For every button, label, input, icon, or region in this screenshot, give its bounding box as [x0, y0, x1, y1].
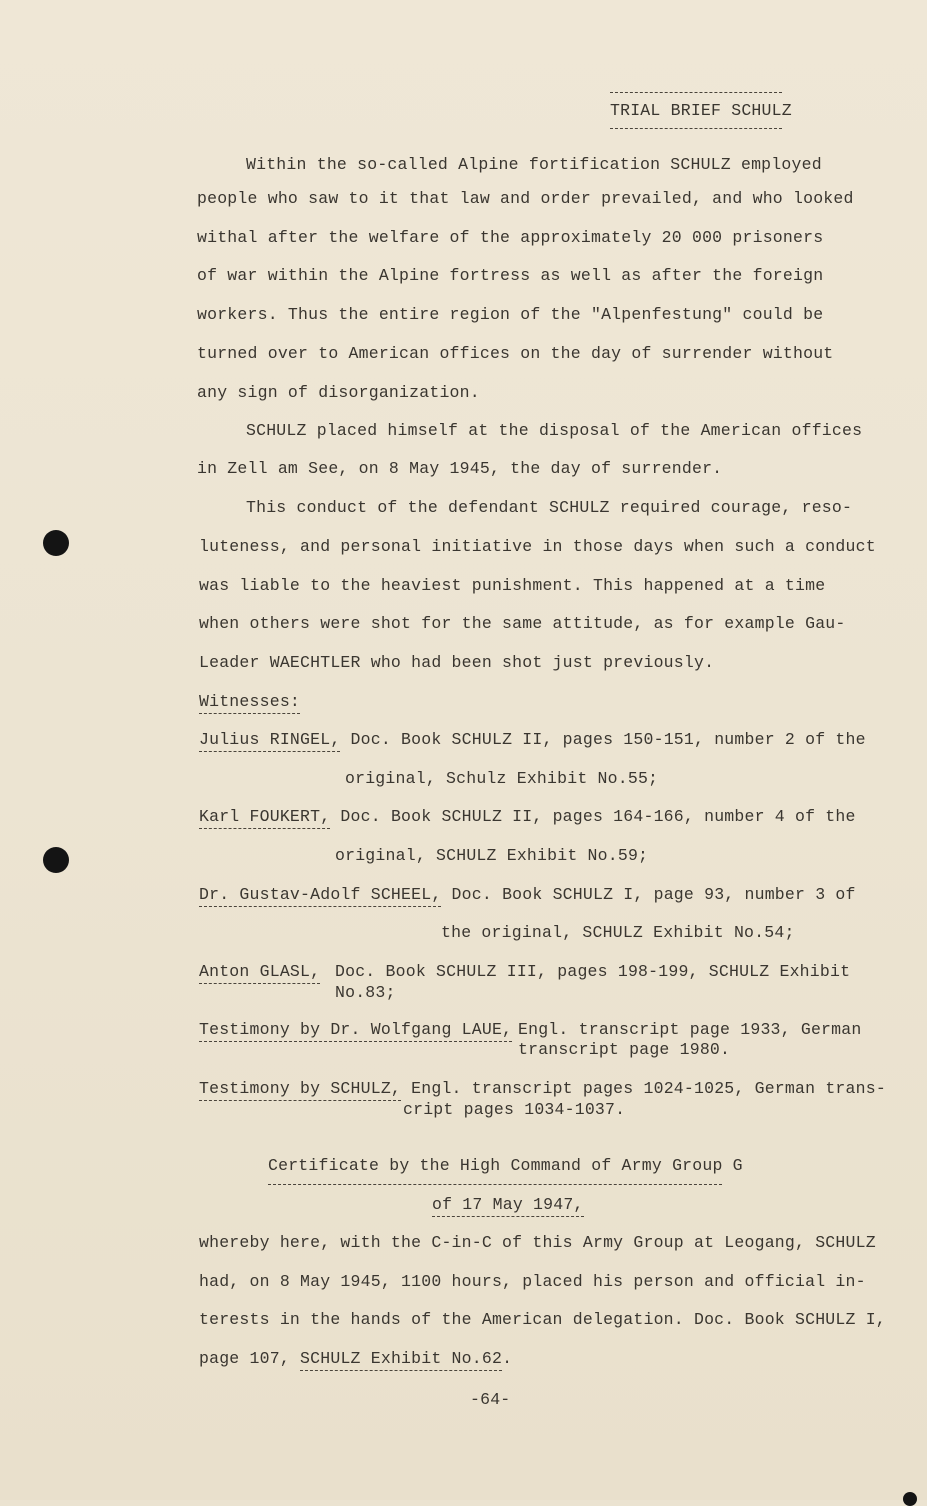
page-header-title: TRIAL BRIEF SCHULZ: [610, 101, 792, 120]
paragraph-1-line: any sign of disorganization.: [197, 383, 480, 402]
paragraph-2-line: in Zell am See, on 8 May 1945, the day of surrender.: [197, 459, 723, 478]
witness-reference: Engl. transcript pages 1024-1025, German trans-: [401, 1079, 886, 1098]
certificate-title: Certificate by the High Command of Army Group G: [268, 1156, 743, 1175]
certificate-prefix: page 107,: [199, 1349, 301, 1368]
witness-reference: Doc. Book SCHULZ I, page 93, number 3 of: [441, 885, 856, 904]
witness-name: Julius RINGEL,: [199, 730, 340, 752]
paragraph-1-line: Within the so-called Alpine fortification SCHULZ employed: [246, 155, 822, 174]
witness-reference: Doc. Book SCHULZ II, pages 164-166, number 4 of the: [330, 807, 856, 826]
certificate-date: of 17 May 1947,: [432, 1195, 584, 1217]
header-rule-top: [610, 92, 782, 93]
certificate-exhibit: SCHULZ Exhibit No.62: [300, 1349, 502, 1371]
witness-name: Anton GLASL,: [199, 962, 320, 984]
certificate-line: had, on 8 May 1945, 1100 hours, placed his person and official in-: [199, 1272, 866, 1291]
witness-reference: Doc. Book SCHULZ II, pages 150-151, number 2 of the: [340, 730, 866, 749]
paragraph-2-line: SCHULZ placed himself at the disposal of the American offices: [246, 421, 863, 440]
witness-name: Dr. Gustav-Adolf SCHEEL,: [199, 885, 441, 907]
paragraph-1-line: people who saw to it that law and order prevailed, and who looked: [197, 189, 854, 208]
paragraph-3-line: Leader WAECHTLER who had been shot just previously.: [199, 653, 715, 672]
witness-entry-continuation: the original, SCHULZ Exhibit No.54;: [441, 923, 795, 942]
witness-entry-line: [199, 807, 856, 826]
witness-entry-line: [199, 1079, 886, 1098]
header-rule-bottom: [610, 128, 782, 129]
certificate-line: terests in the hands of the American delegation. Doc. Book SCHULZ I,: [199, 1310, 886, 1329]
certificate-line: whereby here, with the C-in-C of this Army Group at Leogang, SCHULZ: [199, 1233, 876, 1252]
certificate-line: [199, 1349, 512, 1368]
witnesses-heading: Witnesses:: [199, 692, 300, 714]
punch-hole-bottom: [43, 847, 69, 873]
certificate-title-rule: [268, 1184, 722, 1185]
witness-entry-continuation: transcript page 1980.: [518, 1040, 731, 1059]
corner-mark: [903, 1492, 917, 1506]
witness-entry-line: [199, 885, 856, 904]
witness-entry-line: [199, 730, 866, 749]
witness-name: Testimony by SCHULZ,: [199, 1079, 401, 1101]
punch-hole-top: [43, 530, 69, 556]
witness-name: Karl FOUKERT,: [199, 807, 330, 829]
witness-entry-continuation: original, Schulz Exhibit No.55;: [345, 769, 659, 788]
paragraph-1-line: withal after the welfare of the approximately 20 000 prisoners: [197, 228, 824, 247]
witness-reference: Engl. transcript page 1933, German: [518, 1020, 862, 1039]
paragraph-3-line: was liable to the heaviest punishment. This happened at a time: [199, 576, 826, 595]
paragraph-3-line: luteness, and personal initiative in those days when such a conduct: [199, 537, 876, 556]
witness-reference: Doc. Book SCHULZ III, pages 198-199, SCHULZ Exhibit: [335, 962, 851, 981]
certificate-suffix: .: [502, 1349, 513, 1368]
witness-entry-continuation: No.83;: [335, 983, 396, 1002]
paragraph-3-line: This conduct of the defendant SCHULZ required courage, reso-: [246, 498, 853, 517]
witness-entry-continuation: cript pages 1034-1037.: [403, 1100, 626, 1119]
witness-name: Testimony by Dr. Wolfgang LAUE,: [199, 1020, 512, 1042]
page-number: -64-: [470, 1390, 511, 1409]
paragraph-3-line: when others were shot for the same attitude, as for example Gau-: [199, 614, 846, 633]
paragraph-1-line: turned over to American offices on the day of surrender without: [197, 344, 834, 363]
paragraph-1-line: workers. Thus the entire region of the "Alpenfestung" could be: [197, 305, 824, 324]
paragraph-1-line: of war within the Alpine fortress as well as after the foreign: [197, 266, 824, 285]
witness-entry-continuation: original, SCHULZ Exhibit No.59;: [335, 846, 649, 865]
